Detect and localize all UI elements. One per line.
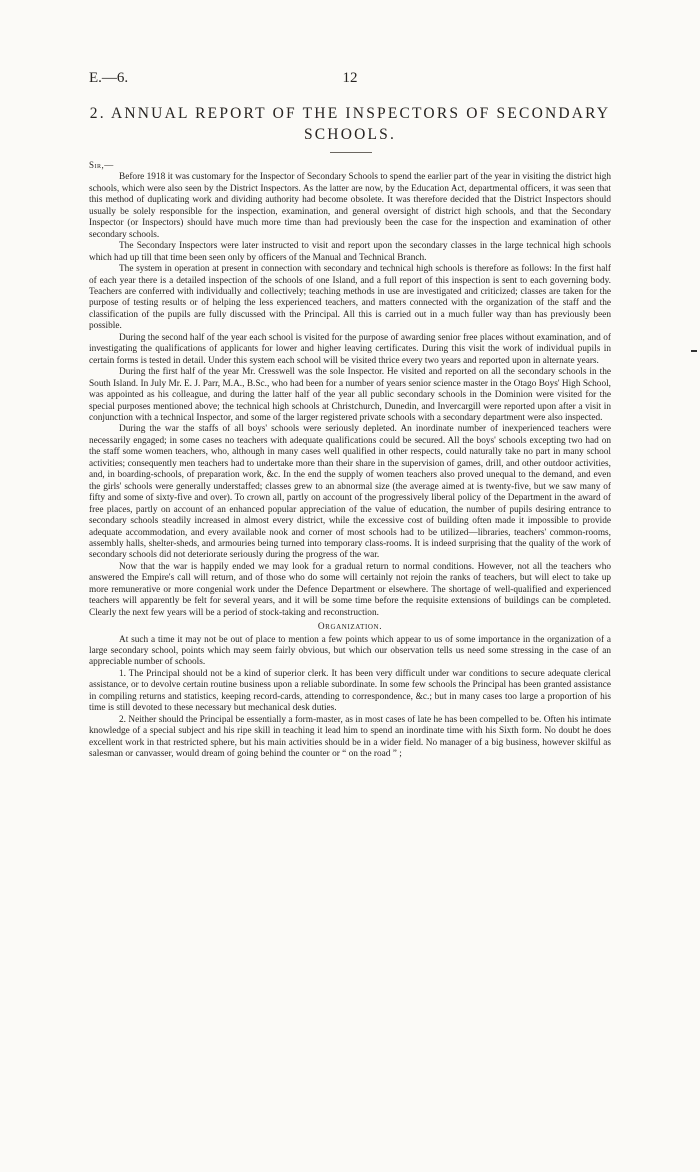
- paragraph: During the first half of the year Mr. Cresswell was the sole Inspector. He visited and reported on all the secondary schools in the South Island. In July Mr. E. J. Parr, M.A., B.Sc., who had been for a number of years senior science master in the Otago Boys' High School, was appointed as his colleague, and during the latter half of the year all public secondary schools in the Dominion were visited for the special purposes mentioned above; the technical high schools at Christchurch, Dunedin, and Invercargill were reported upon after a visit in conjunction with a technical Inspector, and some of the larger registered private schools with a secondary department were also inspected.: [89, 367, 611, 423]
- page-number: 12: [342, 70, 358, 86]
- page-header: [89, 70, 611, 90]
- section-heading: Organization.: [317, 622, 383, 633]
- paragraph: Before 1918 it was customary for the Inspector of Secondary Schools to spend the earlier part of the year in visiting the district high schools, which were also seen by the District Inspectors. As the latter are now, by the Education Act, departmental officers, it was seen that this method of duplicating work and dividing authority had become obsolete. It was therefore decided that the District Inspectors should usually be solely responsible for the inspection, examination, and general oversight of district high schools, and that the Secondary Inspector (or Inspectors) should have much more time than had previously been the case for the inspection and examination of other secondary schools.: [89, 172, 611, 240]
- paragraph: Now that the war is happily ended we may look for a gradual return to normal conditions. However, not all the teachers who answered the Empire's call will return, and of those who do some will certainly not rejoin the ranks of teachers, but will elect to take up more remunerative or more congenial work under the Defence Department or elsewhere. The shortage of well-qualified and experienced teachers will apparently be felt for several years, and it will be some time before the requisite extensions of buildings can be completed. Clearly the next few years will be a period of stock-taking and reconstruction.: [89, 561, 611, 618]
- margin-mark: [691, 350, 697, 352]
- report-title: 2. ANNUAL REPORT OF THE INSPECTORS OF SECONDARY SCHOOLS.: [89, 105, 611, 143]
- paragraph: The Secondary Inspectors were later instructed to visit and report upon the secondary classes in the large technical high schools which had up till that time been seen only by officers of the Manual and Technical Branch.: [89, 241, 611, 263]
- paragraph: At such a time it may not be out of place to mention a few points which appear to us of some importance in the organization of a large secondary school, points which may seem fairly obvious, but which our observation tells us need some stressing in the case of an appreciable number of schools.: [89, 634, 611, 668]
- title-divider: [330, 152, 372, 153]
- salutation: Sir,—: [89, 160, 114, 170]
- document-reference: E.—6.: [89, 70, 129, 86]
- paragraph: The system in operation at present in connection with secondary and technical high schools is therefore as follows: In the first half of each year there is a detailed inspection of the schools of one Island, and a full report of this inspection is sent to each governing body. Teachers are conferred with individually and collectively; teaching methods in use are investigated and criticized; classes are taken for the purpose of testing results or of helping the less experienced teachers, and matters connected with the organization of the staff and the classification of the pupils are fully discussed with the Principal. All this is carried out in a much fuller way than has previously been possible.: [89, 264, 611, 332]
- paragraph: 1. The Principal should not be a kind of superior clerk. It has been very difficult under war conditions to secure adequate clerical assistance, or to devolve certain routine business upon a reliable subordinate. In some few schools the Principal has been granted assistance in compiling returns and statistics, keeping record-cards, attending to correspondence, &c.; but in many cases too large a proportion of his time is still devoted to these necessary but mechanical desk duties.: [89, 668, 611, 714]
- paragraph: During the second half of the year each school is visited for the purpose of awarding senior free places without examination, and of investigating the qualifications of applicants for lower and higher leaving certificates. During this visit the work of individual pupils in certain forms is tested in detail. Under this system each school will be visited thrice every two years and reported upon in alternate years.: [89, 332, 611, 366]
- paragraph: 2. Neither should the Principal be essentially a form-master, as in most cases of late he has been compelled to be. Often his intimate knowledge of a special subject and his ripe skill in teaching it lead him to spend an inordinate time with his Sixth form. No doubt he does excellent work in that restricted sphere, but his main activities should be in a wider field. No manager of a big business, however skilful as salesman or canvasser, would dream of going behind the counter or “ on the road ” ;: [89, 714, 611, 760]
- paragraph: During the war the staffs of all boys' schools were seriously depleted. An inordinate number of inexperienced teachers were necessarily engaged; in some cases no teachers with adequate qualifications could be secured. All the boys' schools excepting two had on the staff some women teachers, who, although in many cases well qualified in other respects, could naturally take no part in many school activities; consequently men teachers had to undertake more than their share in the supervision of games, drill, and other outdoor activities, and, in boarding-schools, of preparation work, &c. In the end the supply of women teachers also proved unequal to the demand, and even the girls' schools were generally understaffed; classes grew to an abnormal size (the average aimed at is twenty-five, but we saw many of fifty and some of sixty-five and over). To crown all, partly on account of the progressively liberal policy of the Department in the award of free places, partly on account of an enhanced popular appreciation of the value of education, the number of pupils desiring entrance to secondary schools steadily increased in almost every district, while the excessive cost of building often made it impossible to provide adequate accommodation, and every available nook and corner of most schools had to be utilized—libraries, teachers' common-rooms, assembly halls, shelter-sheds, and armouries being turned into temporary class-rooms. It is indeed surprising that the quality of the work of secondary schools did not deteriorate seriously during the progress of the war.: [89, 424, 611, 561]
- report-body: [89, 160, 611, 761]
